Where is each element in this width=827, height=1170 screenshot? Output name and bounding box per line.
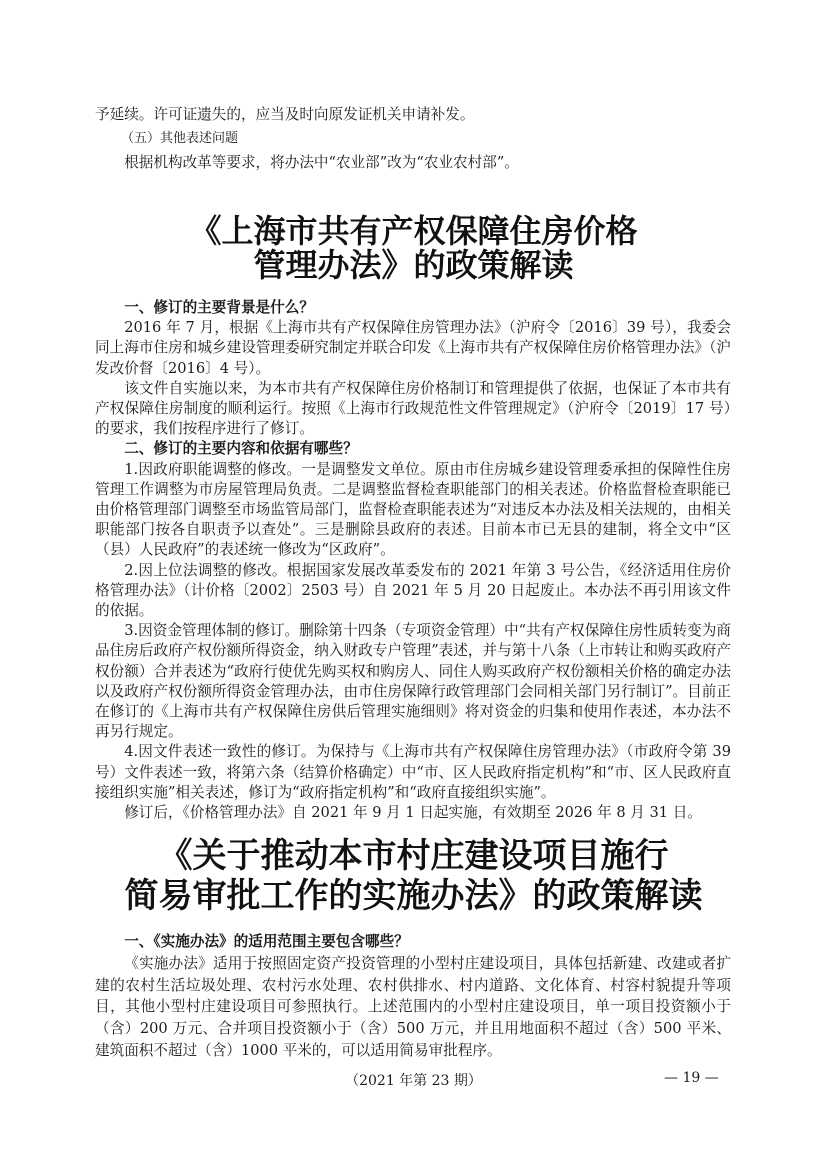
- paragraph: 《实施办法》适用于按照固定资产投资管理的小型村庄建设项目，具体包括新建、改建或者扩建的农村生活垃圾处理、农村污水处理、农村供排水、村内道路、文化体育、村容村貌提升等项目，其他小型村庄建设项目可参照执行。上述范围内的小型村庄建设项目，单一项目投资额小于（含）200 万元、合并项目投资额小于（含）500 万元，并且用地面积不超过（含）500 平米、建筑面积不超过（含）1000 平米的，可以适用简易审批程序。: [95, 954, 731, 1059]
- title-line: 《上海市共有产权保障住房价格: [189, 212, 638, 250]
- paragraph: 3.因资金管理体制的修订。删除第十四条（专项资金管理）中“共有产权保障住房性质转变为商品住房后政府产权份额所得资金，纳入财政专户管理”表述，并与第十八条（上市转让和购买政府产权份额）合并表述为“政府行使优先购买权和购房人、同住人购买政府产权份额相关价格的确定办法以及政府产权份额所得资金管理办法，由市住房保障行政管理部门会同相关部门另行制订”。目前正在修订的《上海市共有产权保障住房供后管理实施细则》将对资金的归集和使用作表述，本办法不再另行规定。: [95, 622, 731, 741]
- title-line: 《关于推动本市村庄建设项目施行: [158, 836, 669, 876]
- paragraph: 修订后，《价格管理办法》自 2021 年 9 月 1 日起实施，有效期至 2026 年 8 月 31 日。: [124, 804, 702, 822]
- section-heading: 二、修订的主要内容和依据有哪些？: [124, 440, 358, 458]
- paragraph: 4.因文件表述一致性的修订。为保持与《上海市共有产权保障住房管理办法》（市政府令第 39 号）文件表述一致，将第六条（结算价格确定）中“市、区人民政府指定机构”和“市、区人民政府直接组织实施”相关表述，修订为“政府指定机构”和“政府直接组织实施”。: [95, 743, 731, 801]
- paragraph: 该文件自实施以来，为本市共有产权保障住房价格制订和管理提供了依据，也保证了本市共有产权保障住房制度的顺利运行。按照《上海市行政规范性文件管理规定》（沪府令〔2019〕17 号）的要求，我们按程序进行了修订。: [95, 379, 731, 438]
- paragraph: 2.因上位法调整的修改。根据国家发展改革委发布的 2021 年第 3 号公告，《经济适用住房价格管理办法》（计价格〔2002〕2503 号）自 2021 年 5 月 20 日起废止。本办法不再引用该文件的依据。: [95, 561, 731, 620]
- section-heading: 一、修订的主要背景是什么？: [124, 299, 314, 316]
- paragraph: 2016 年 7 月，根据《上海市共有产权保障住房管理办法》（沪府令〔2016〕39 号），我委会同上海市住房和城乡建设管理委研究制定并联合印发《上海市共有产权保障住房价格管理办法》（沪发改价督〔2016〕4 号）。: [95, 319, 731, 377]
- article-title: [0, 214, 827, 282]
- article-body: [95, 298, 731, 823]
- previous-section: [95, 103, 731, 175]
- article-body: [95, 931, 731, 1062]
- title-line: 管理办法》的政策解读: [253, 246, 574, 284]
- paragraph: 1.因政府职能调整的修改。一是调整发文单位。原由市住房城乡建设管理委承担的保障性住房管理工作调整为市房屋管理局负责。二是调整监督检查职能部门的相关表述。价格监督检查职能已由价格管理部门调整至市场监管局部门，监督检查职能表述为“对违反本办法及相关法规的，由相关职能部门按各自职责予以查处”。三是删除县政府的表述。目前本市已无县的建制，将全文中“区（县）人民政府”的表述统一修改为“区政府”。: [95, 460, 731, 559]
- article-title: [0, 836, 827, 916]
- issue-label: （2021 年第 23 期）: [345, 1073, 482, 1089]
- title-line: 简易审批工作的实施办法》的政策解读: [124, 876, 703, 916]
- page-number: — 19 —: [664, 1070, 719, 1086]
- subheading: （五）其他表述问题: [121, 131, 239, 146]
- section-heading: 一、《实施办法》的适用范围主要包含哪些？: [124, 933, 409, 950]
- paragraph: 予延续。许可证遗失的，应当及时向原发证机关申请补发。: [95, 106, 475, 123]
- paragraph: 根据机构改革等要求，将办法中“农业部”改为“农业农村部”。: [124, 154, 519, 171]
